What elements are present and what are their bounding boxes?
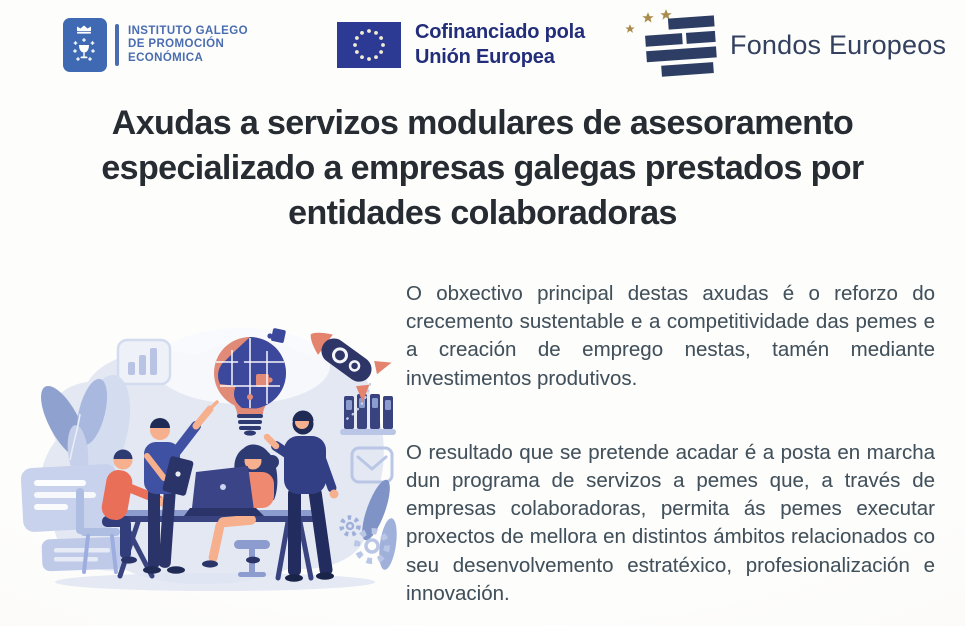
fondos-label: Fondos Europeos — [730, 29, 947, 60]
paragraph-objective: O obxectivo principal destas axudas é o reforzo do crecemento sustentable e a competitividade das pemes e a creación de emprego nestas, tamén mediante investimentos produtivos. — [406, 282, 935, 390]
igape-wordmark — [128, 25, 248, 66]
igape-line: DE PROMOCIÓN — [128, 38, 225, 51]
igape-line: ECONÓMICA — [128, 51, 204, 64]
paragraph-result: O resultado que se pretende acadar é a posta en marcha dun programa de servizos a pemes que, a través de empresas colaboradoras, permita ás pemes executar proxectos de mellora en distintos ámbitos relacionados co seu desenvolvemento estratéxico, profesionalización e innovación. — [406, 440, 935, 605]
fondos-flag-icon — [618, 8, 720, 82]
fondos-bars-icon — [644, 15, 718, 77]
team-collaboration-illustration — [20, 310, 398, 598]
fondos-europeos-logo — [618, 8, 946, 82]
eu-line: Cofinanciado pola — [415, 21, 585, 43]
eu-flag-icon — [337, 22, 401, 68]
bar-chart-icon — [118, 340, 170, 384]
eu-wordmark — [415, 20, 585, 70]
igape-logo — [62, 17, 248, 73]
page-title — [28, 101, 937, 236]
title-line: entidades colaboradoras — [288, 194, 677, 232]
fondos-stars-icon — [625, 9, 672, 33]
igape-separator — [115, 24, 119, 66]
igape-line: INSTITUTO GALEGO — [128, 24, 248, 37]
title-line: Axudas a servizos modulares de asesoramento — [111, 104, 854, 142]
igape-emblem-icon — [62, 17, 108, 73]
title-line: especializado a empresas galegas prestados por — [101, 149, 864, 187]
body-text — [406, 280, 935, 608]
eu-line: Unión Europea — [415, 46, 555, 68]
eu-cofunding-logo — [337, 20, 585, 70]
